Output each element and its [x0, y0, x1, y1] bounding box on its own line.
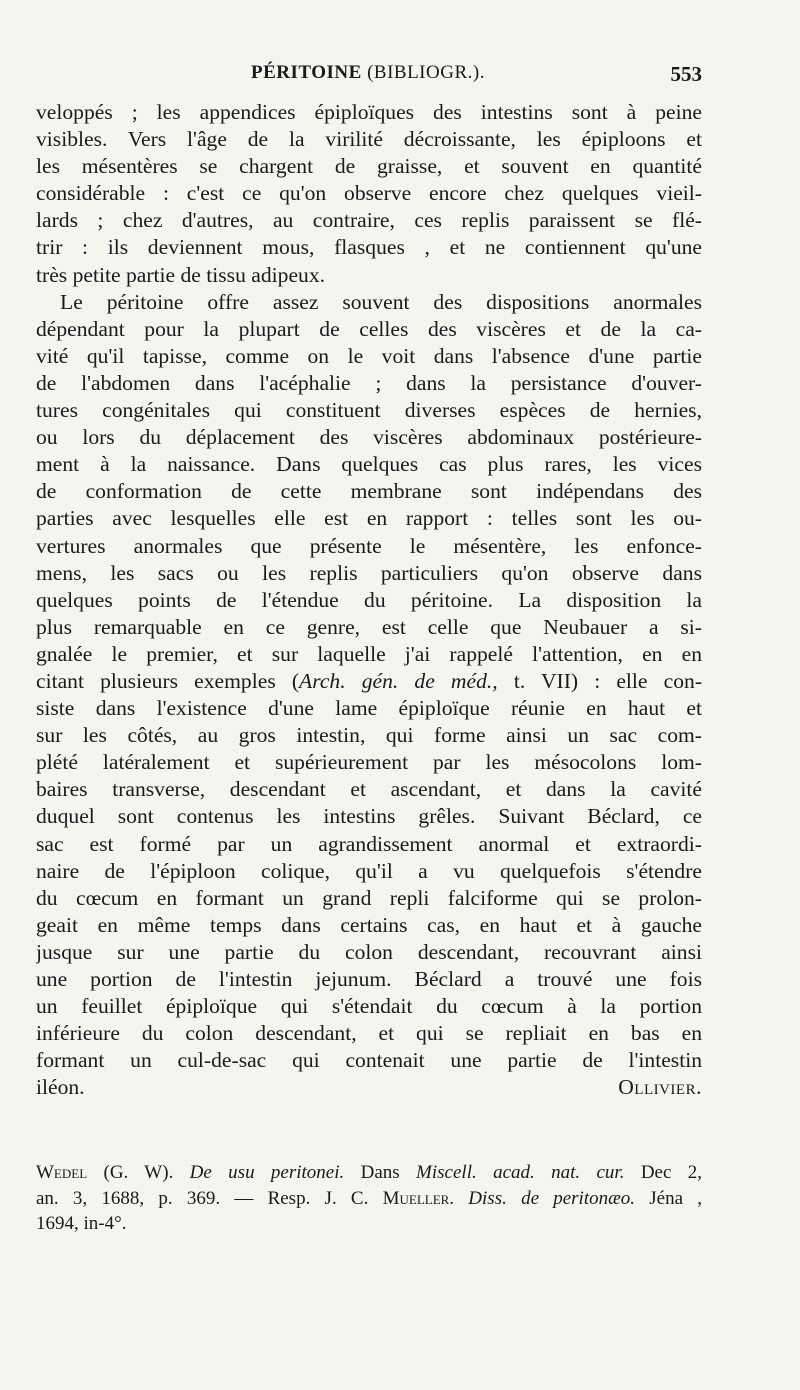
- text-line: un feuillet épiploïque qui s'étendait du cœcum à la portion: [36, 994, 702, 1019]
- citation-suffix: t. VII) : elle con-: [497, 668, 702, 693]
- text-line: veloppés ; les appendices épiploïques des intestins sont à peine: [36, 100, 702, 124]
- text-line: gnalée le premier, et sur laquelle j'ai rappelé l'attention, en en: [36, 641, 702, 666]
- paragraph-1: [36, 99, 702, 289]
- bib-text: an. 3, 1688, p. 369. — Resp. J. C.: [36, 1187, 383, 1209]
- bib-title: Diss. de peritonæo.: [468, 1187, 636, 1209]
- text-line: vertures anormales que présente le mésentère, les enfonce-: [36, 533, 702, 558]
- text-line: très petite partie de tissu adipeux.: [36, 262, 326, 287]
- bib-text: Dec 2,: [624, 1162, 703, 1183]
- paragraph-2: [36, 289, 702, 1102]
- text-line: parties avec lesquelles elle est en rapport : telles sont les ou-: [36, 506, 702, 531]
- citation-journal: Arch. gén. de méd.,: [299, 668, 498, 693]
- text-line: formant un cul-de-sac qui contenait une partie de l'intestin: [36, 1048, 702, 1073]
- text-line: du cœcum en formant un grand repli falciforme qui se prolon-: [36, 885, 702, 910]
- text-line: sac est formé par un agrandissement anormal et extraordi-: [36, 831, 702, 856]
- text-line: vité qu'il tapisse, comme on le voit dans l'absence d'une partie: [36, 343, 702, 368]
- signature-line: [36, 1074, 702, 1101]
- text-line: sur les côtés, au gros intestin, qui forme ainsi un sac com-: [36, 723, 702, 748]
- citation-prefix: citant plusieurs exemples (: [36, 668, 300, 693]
- running-head: [34, 62, 702, 84]
- citation-line: [36, 668, 702, 695]
- text-line: ou lors du déplacement des viscères abdominaux postérieure-: [36, 425, 702, 450]
- text-line: naire de l'épiploon colique, qu'il a vu quelquefois s'étendre: [36, 858, 702, 883]
- text-line: les mésentères se chargent de graisse, et souvent en quantité: [36, 154, 702, 179]
- text-line: duquel sont contenus les intestins grêles. Suivant Béclard, ce: [36, 804, 702, 829]
- page-number: 553: [670, 62, 702, 86]
- bib-title: De usu peritonei.: [189, 1162, 345, 1183]
- text-line: trir : ils deviennent mous, flasques , et ne contiennent qu'une: [36, 235, 702, 260]
- bib-journal: Miscell. acad. nat. cur.: [416, 1162, 625, 1183]
- text-line: mens, les sacs ou les replis particuliers qu'on observe dans: [36, 560, 702, 585]
- text-line: plété latéralement et supérieurement par les mésocolons lom-: [36, 750, 702, 775]
- bibliography-line: 1694, in-4°.: [36, 1213, 127, 1234]
- text-line: lards ; chez d'autres, au contraire, ces replis paraissent se flé-: [36, 208, 702, 233]
- bibliography: [36, 1160, 702, 1237]
- text-line: jusque sur une partie du colon descendant, recouvrant ainsi: [36, 939, 702, 964]
- text-line: siste dans l'existence d'une lame épiploïque réunie en haut et: [36, 696, 702, 721]
- bib-text: Dans: [344, 1162, 417, 1183]
- text-line: geait en même temps dans certains cas, en haut et à gauche: [36, 912, 702, 937]
- text-line: considérable : c'est ce qu'on observe encore chez quelques vieil-: [36, 181, 702, 206]
- text-line: une portion de l'intestin jejunum. Béclard a trouvé une fois: [36, 967, 702, 991]
- text-line: plus remarquable en ce genre, est celle que Neubauer a si-: [36, 614, 702, 639]
- text-line: visibles. Vers l'âge de la virilité décroissante, les épiploons et: [36, 127, 702, 152]
- closing-word: iléon.: [36, 1075, 85, 1100]
- running-head-title: PÉRITOINE: [251, 62, 362, 83]
- bib-author: Mueller.: [382, 1187, 455, 1209]
- text-line: de l'abdomen dans l'acéphalie ; dans la persistance d'ouver-: [36, 370, 702, 395]
- bibliography-line: [36, 1160, 702, 1186]
- page-header: [34, 62, 702, 92]
- bib-text: Jéna ,: [635, 1187, 703, 1209]
- text-line: Le péritoine offre assez souvent des dispositions anormales: [60, 289, 702, 314]
- text-line: tures congénitales qui constituent diverses espèces de hernies,: [36, 398, 702, 423]
- bib-author: Wedel (G. W).: [36, 1162, 174, 1183]
- text-line: de conformation de cette membrane sont indépendans des: [36, 479, 702, 504]
- text-line: dépendant pour la plupart de celles des viscères et de la ca-: [36, 316, 702, 341]
- running-head-subtitle: (BIBLIOGR.).: [367, 62, 485, 83]
- text-line: inférieure du colon descendant, et qui se repliait en bas en: [36, 1021, 702, 1046]
- body-text: [36, 99, 702, 1101]
- text-line: ment à la naissance. Dans quelques cas plus rares, les vices: [36, 452, 702, 477]
- bibliography-line: [36, 1186, 702, 1212]
- text-line: baires transverse, descendant et ascendant, et dans la cavité: [36, 777, 702, 802]
- author-signature: Ollivier.: [618, 1075, 702, 1100]
- text-line: quelques points de l'étendue du péritoine. La disposition la: [36, 587, 702, 612]
